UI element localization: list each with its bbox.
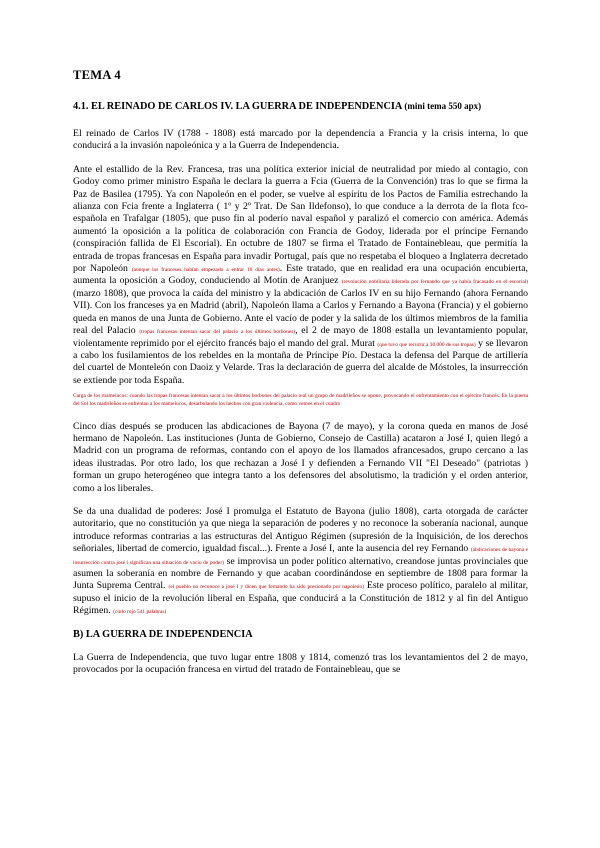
text-segment: . Este tratado, que en realidad era una ocupación encubierta, aumenta la oposición a Godoy, conduciendo al Motín de Aranjuez [73, 263, 528, 287]
text-segment: , el 2 de mayo de 1808 estalla un levantamiento popular, violentamente reprimido por el ejército francés bajo el mando del gral. Murat [73, 325, 528, 349]
annotation-red: (que tuvo que recurrir a 30.000 de sus tropas) [377, 341, 476, 348]
paragraph-revolution [73, 164, 528, 387]
text-segment: Se da una dualidad de poderes: José I promulga el Estatuto de Bayona (julio 1808), carta otorgada de carácter autoritario, que no constitución ya que niega la separación de poderes y no reconoce la soberanía nacional, aunque introduce reformas contrarias a las estructuras del Antiguo Régimen (supresión de la Inquisición, de los derechos señoriales, libertad de comercio, igualdad fiscal...). Frente a José I, ante la ausencia del rey Fernando [73, 505, 528, 555]
annotation-red: (aunque los franceses habían empezado a entrar 10 días antes) [131, 267, 280, 274]
section-heading-note: (mini tema 550 apx) [404, 101, 482, 111]
section-heading-4-1 [73, 100, 528, 113]
annotation-red: (abdicaciones de bayona e insurrección contra josé i significan una situación de vacío de poder) [73, 547, 528, 566]
text-segment: y se llevaron a cabo los fusilamientos de los rebeldes en la montaña de Príncipe Pío. Destaca la defensa del Parque de artillería del cuartel de Monteleón con Daoiz y Velarde. Tras la declaración de guerra del alcalde de Móstoles, la insurrección se extiende por toda España. [73, 337, 528, 386]
text-segment: se improvisa un poder político alternativo, creandose juntas provinciales que asumen la soberanía en nombre de Fernando y que acaban coordinándose en septiembre de 1808 para formar la Junta Suprema Central. [73, 555, 528, 592]
section-heading-text: 4.1. EL REINADO DE CARLOS IV. LA GUERRA DE INDEPENDENCIA [73, 101, 405, 112]
annotation-red: (tropas francesas intentan sacar del palacio a los últimos borbones) [139, 329, 296, 336]
document-page [73, 68, 528, 687]
text-segment: (marzo 1808), que provoca la caída del ministro y la abdicación de Carlos IV en su hijo Fernando (ahora Fernando VII). Con los franceses ya en Madrid (abril), Napoleón llama a Carlos y Fernando a Bayona (Francia) y el gobierno queda en manos de una Junta de Gobierno. Ante el vacío de poder y la salida de los últimos miembros de la familia real del Palacio [73, 287, 528, 337]
annotation-red: (revolución nobiliaria liderada por fernando que ya había fracasado en el escorial) [341, 279, 529, 286]
paragraph-intro: El reinado de Carlos IV (1788 - 1808) está marcado por la dependencia a Francia y la crisis interna, lo que conducirá a la invasión napoleónica y a la Guerra de Independencia. [73, 128, 528, 152]
text-segment: Ante el estallido de la Rev. Francesa, tras una política exterior inicial de neutralidad por miedo al contagio, con Godoy como primer ministro España le declara la guerra a Fcia (Guerra de la Convención) tras lo que se firma la Paz de Basilea (1795). Ya con Napoleón en el poder, se vuelve al espíritu de los Pactos de Familia estrechando la alianza con Fcia frente a Inglaterra ( 1º y 2º Trat. De San Ildefonso), lo que conduce a la derrota de la flota fco-española en Trafalgar (1805), que puso fin al poderío naval español y paralizó el comercio con américa. Además aumentó la oposición a la política de colaboración con Francia de Godoy, liderada por el príncipe Fernando (conspiración fallida de El Escorial). En octubre de 1807 se firma el Tratado de Fontainebleau, que permitía la entrada de tropas francesas en España para invadir Portugal, país que no respetaba el bloqueo a Inglaterra decretado por Napoleón [73, 163, 528, 275]
annotation-red: (cinlo rojo 541 palabras) [113, 609, 167, 616]
annotation-red: (el pueblo no reconoce a josé I y dicen que fernando ha sido presionado por napoleón) [168, 584, 364, 591]
paragraph-bayona: Cinco días después se producen las abdicaciones de Bayona (7 de mayo), y la corona queda en manos de José hermano de Napoleón. Las instituciones (Junta de Gobierno, Consejo de Castilla) acataron a José I, quien llegó a Madrid con un programa de reformas, contando con el apoyo de los llamados afrancesados, grupo cercano a las ideas ilustradas. Por otro lado, los que rechazan a José I y defienden a Fernando VII "El Deseado" (patriotas ) forman un grupo heterogéneo que integra tanto a los defensores del absolutismo, la tradición y el orden anterior, como a los liberales. [73, 420, 528, 494]
text-segment: Este proceso político, paralelo al militar, supuso el inicio de la revolución liberal en España, que conducirá a la Constitución de 1812 y al fin del Antiguo Régimen. [73, 580, 529, 617]
paragraph-war: La Guerra de Independencia, que tuvo lugar entre 1808 y 1814, comenzó tras los levantamientos del 2 de mayo, provocados por la ocupación francesa en virtud del tratado de Fontainebleau, que se [73, 651, 528, 676]
paragraph-dual-power [73, 506, 528, 618]
annotation-block-mamelucos: Carga de los mamelucos: cuando las tropas francesas intentan sacar a los últimos borbones del palacio real un grupo de madrileños se opone, provocando el enfrentamiento con el ejército francés. En la puerta del Sol los madrileños se enfrentan a los mamelucos, desarbolando los hechos con gran violencia, como vemos en el cuadro [73, 393, 528, 408]
page-title: TEMA 4 [73, 68, 121, 82]
section-heading-b: B) LA GUERRA DE INDEPENDENCIA [73, 628, 253, 640]
